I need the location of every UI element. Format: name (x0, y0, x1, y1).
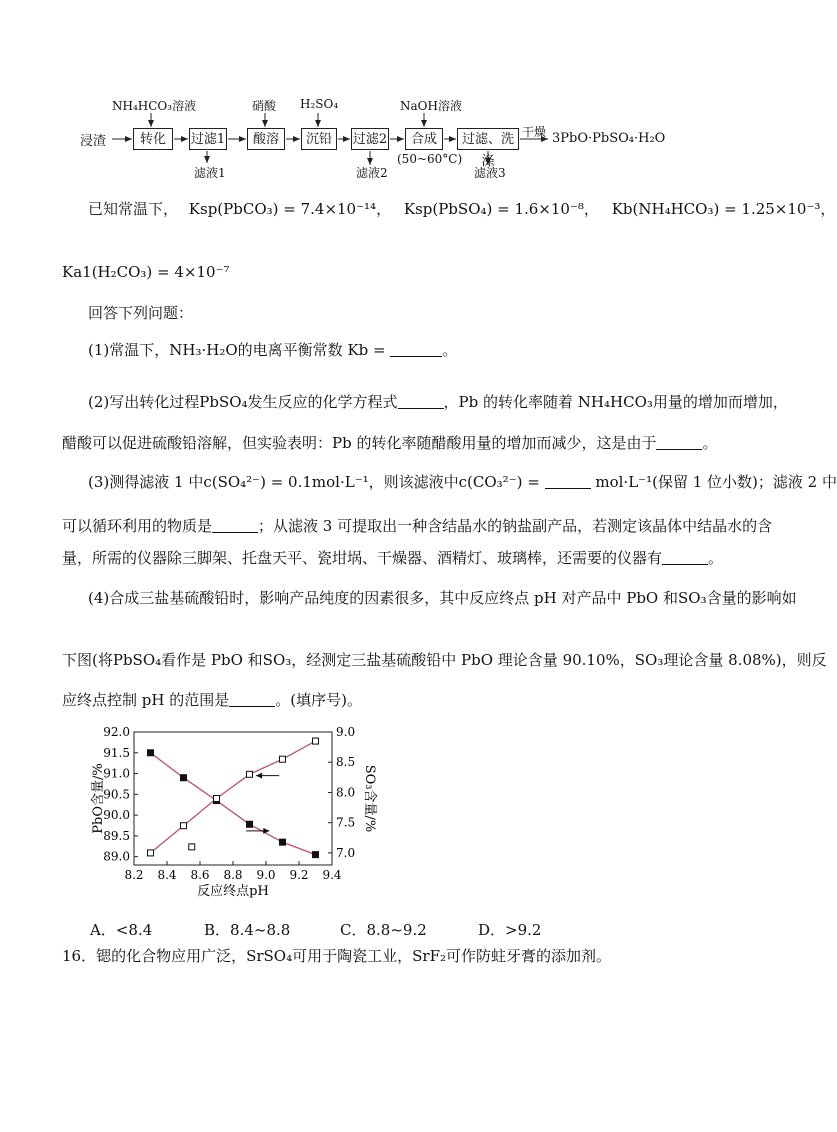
x-tick-label: 9.0 (256, 868, 276, 882)
q4-formula: PbSO₄ (112, 651, 162, 669)
q4-text: (4)合成三盐基硫酸铅时，影响产品纯度的因素很多，其中反应终点 pH 对产品中 PbO 和 (88, 589, 678, 607)
x-tick-label: 8.6 (190, 868, 210, 882)
q4-text: ，经测定三盐基硫酸铅中 PbO 理论含量 90.10%， (291, 651, 635, 669)
dry-label: 干燥 (522, 125, 547, 139)
reagent-nitric-acid: 硝酸 (252, 99, 277, 113)
pbo-point (247, 821, 253, 827)
reagent-nh4hco3: NH₄HCO₃溶液 (112, 99, 197, 113)
q1-text: 的电离平衡常数 (237, 341, 343, 359)
ksp-pbco3: Ksp(PbCO₃) = 7.4×10⁻¹⁴ (188, 200, 377, 218)
output-filtrate3: 滤液3 (474, 166, 506, 180)
q2-end: 。 (702, 434, 718, 452)
x-tick-label: 8.4 (157, 868, 177, 882)
ka1-h2co3: Ka1(H₂CO₃) = 4×10⁻⁷ (62, 263, 230, 281)
so3-outlier-point (189, 844, 195, 850)
q2-equation-blank[interactable] (398, 393, 444, 409)
left-axis-indicator-arrowhead (256, 773, 262, 779)
q3-recycle-blank[interactable] (212, 517, 258, 533)
y-left-axis-label: PbO含量/% (91, 763, 106, 834)
y-left-tick-label: 91.5 (103, 745, 130, 760)
y-right-tick-label: 8.0 (336, 785, 356, 800)
question-3-line-3 (62, 548, 723, 568)
sep: ， (376, 200, 392, 218)
so3-series-line (151, 741, 316, 853)
y-left-tick-label: 89.5 (103, 828, 130, 843)
q2-formula: PbSO₄ (199, 393, 248, 411)
synthesis-condition: (50~60°C) (397, 152, 463, 166)
y-left-tick-label: 92.0 (103, 725, 130, 739)
constants-line-2 (62, 262, 230, 282)
so3-point (214, 796, 220, 802)
q2-text: 醋酸可以促进硫酸铅溶解，但实验表明：Pb 的转化率随醋酸用量的增加而减少，这是由于 (62, 434, 657, 452)
pbo-point (280, 839, 286, 845)
pbo-point (181, 775, 187, 781)
q3-text: ，则该滤液中 (368, 473, 459, 491)
q3-text: 量，所需的仪器除三脚架、托盘天平、瓷坩埚、干燥器、酒精灯、玻璃棒，还需要的仪器有 (62, 549, 663, 567)
q3-text: (3)测得滤液 1 中 (88, 473, 204, 491)
flow-box-filter2: 过滤2 (351, 128, 389, 150)
y-right-tick-label: 7.5 (336, 815, 356, 830)
so3-point (181, 823, 187, 829)
so3-point (247, 771, 253, 777)
q4-formula: SO₃ (634, 651, 664, 669)
option-a[interactable]: A．<8.4 (90, 921, 153, 939)
kb-nh4hco3: Kb(NH₄HCO₃) = 1.25×10⁻³ (611, 200, 821, 218)
y-right-tick-label: 7.0 (336, 845, 356, 860)
constants-prefix: 已知常温下， (88, 200, 179, 218)
y-right-tick-label: 9.0 (336, 725, 356, 739)
q3-unit: mol·L⁻¹ (595, 473, 653, 491)
question-3-line-1 (88, 472, 837, 492)
q3-text: (保留 1 位小数)；滤液 2 中 (652, 473, 837, 491)
q4-range-blank[interactable] (229, 691, 275, 707)
q4-text: 看作是 PbO 和 (161, 651, 263, 669)
flow-box-synthesis: 合成 (405, 128, 443, 150)
x-tick-label: 9.2 (289, 868, 309, 882)
question-4-line-3 (62, 690, 362, 710)
reagent-naoh: NaOH溶液 (400, 99, 462, 113)
q3-sulfate: c(SO₄²⁻) = 0.1mol·L⁻¹ (203, 473, 369, 491)
question-1 (88, 340, 457, 360)
so3-point (280, 756, 286, 762)
x-axis-label: 反应终点pH (197, 884, 269, 899)
option-c[interactable]: C．8.8~9.2 (340, 921, 427, 939)
q1-end: 。 (442, 341, 458, 359)
q4-text: 含量的影响如 (706, 589, 797, 607)
q4-text: 应终点控制 pH 的范围是 (62, 691, 230, 709)
question-4-line-1 (88, 588, 797, 608)
product-label: 3PbO·PbSO₄·H₂O (552, 131, 666, 146)
sep: ， (583, 200, 599, 218)
question-2-line-1 (88, 392, 788, 412)
so3-point (148, 850, 154, 856)
q1-text: (1)常温下， (88, 341, 170, 359)
y-left-tick-label: 90.0 (103, 808, 130, 823)
q3-text: 可以循环利用的物质是 (62, 517, 213, 535)
q4-end: 。(填序号)。 (275, 691, 362, 709)
x-tick-label: 8.8 (223, 868, 243, 882)
option-d[interactable]: D．>9.2 (478, 921, 542, 939)
ksp-pbso4: Ksp(PbSO₄) = 1.6×10⁻⁸ (403, 200, 584, 218)
sep: ， (820, 200, 836, 218)
output-filtrate1: 滤液1 (194, 166, 226, 180)
q2-formula: NH₄HCO₃ (577, 393, 653, 411)
pbo-point (313, 852, 319, 858)
x-tick-label: 8.2 (124, 868, 144, 882)
q2-text: (2)写出转化过程 (88, 393, 200, 411)
q4-text: 下图(将 (62, 651, 113, 669)
flow-start: 浸渣 (80, 134, 107, 149)
flow-box-acid-dissolve: 酸溶 (247, 128, 285, 150)
q2-text: ，Pb 的转化率随着 (443, 393, 574, 411)
q1-formula: NH₃·H₂O (169, 341, 238, 359)
constants-line-1 (88, 199, 835, 219)
q4-formula: SO₃ (262, 651, 292, 669)
output-filtrate2: 滤液2 (356, 166, 388, 180)
y-right-tick-label: 8.5 (336, 755, 356, 770)
q3-carbonate: c(CO₃²⁻) = (458, 473, 540, 491)
q3-instrument-blank[interactable] (662, 549, 708, 565)
reagent-h2so4: H₂SO₄ (300, 97, 339, 111)
q4-text: 理论含量 8.08%)，则反 (663, 651, 827, 669)
y-right-axis-label: SO₃含量/% (362, 764, 377, 833)
pbo-series-line (151, 753, 316, 855)
q1-answer-blank[interactable] (390, 341, 442, 357)
plot-frame (134, 732, 332, 865)
q3-concentration-blank[interactable] (545, 473, 591, 489)
x-tick-label: 9.4 (322, 868, 342, 882)
q3-text: ；从滤液 3 可提取出一种含结晶水的钠盐副产品，若测定该晶体中结晶水的含 (258, 517, 773, 535)
so3-point (313, 738, 319, 744)
q2-reason-blank[interactable] (656, 434, 702, 450)
ph-content-chart (88, 722, 378, 900)
flow-box-filter-wash: 过滤、洗涤 (457, 128, 519, 150)
q2-text: 用量的增加而增加， (652, 393, 788, 411)
question-2-line-2 (62, 433, 717, 453)
question-intro: 回答下列问题： (88, 304, 194, 322)
pbo-point (148, 750, 154, 756)
question-4-line-2 (62, 650, 827, 670)
y-left-tick-label: 90.5 (103, 787, 130, 802)
flow-box-filter1: 过滤1 (189, 128, 227, 150)
question-16: 16．锶的化合物应用广泛，SrSO₄可用于陶瓷工业，SrF₂可作防蛀牙膏的添加剂。 (62, 947, 611, 965)
y-left-tick-label: 91.0 (103, 766, 130, 781)
q2-text: 发生反应的化学方程式 (247, 393, 398, 411)
q1-kb: Kb = (347, 341, 386, 359)
q4-formula: SO₃ (678, 589, 707, 607)
flow-box-precipitate: 沉铅 (301, 128, 337, 150)
y-left-tick-label: 89.0 (103, 849, 130, 864)
flow-box-transform: 转化 (133, 128, 173, 150)
option-b[interactable]: B．8.4~8.8 (204, 921, 291, 939)
q3-end: 。 (708, 549, 724, 567)
question-3-line-2 (62, 516, 772, 536)
